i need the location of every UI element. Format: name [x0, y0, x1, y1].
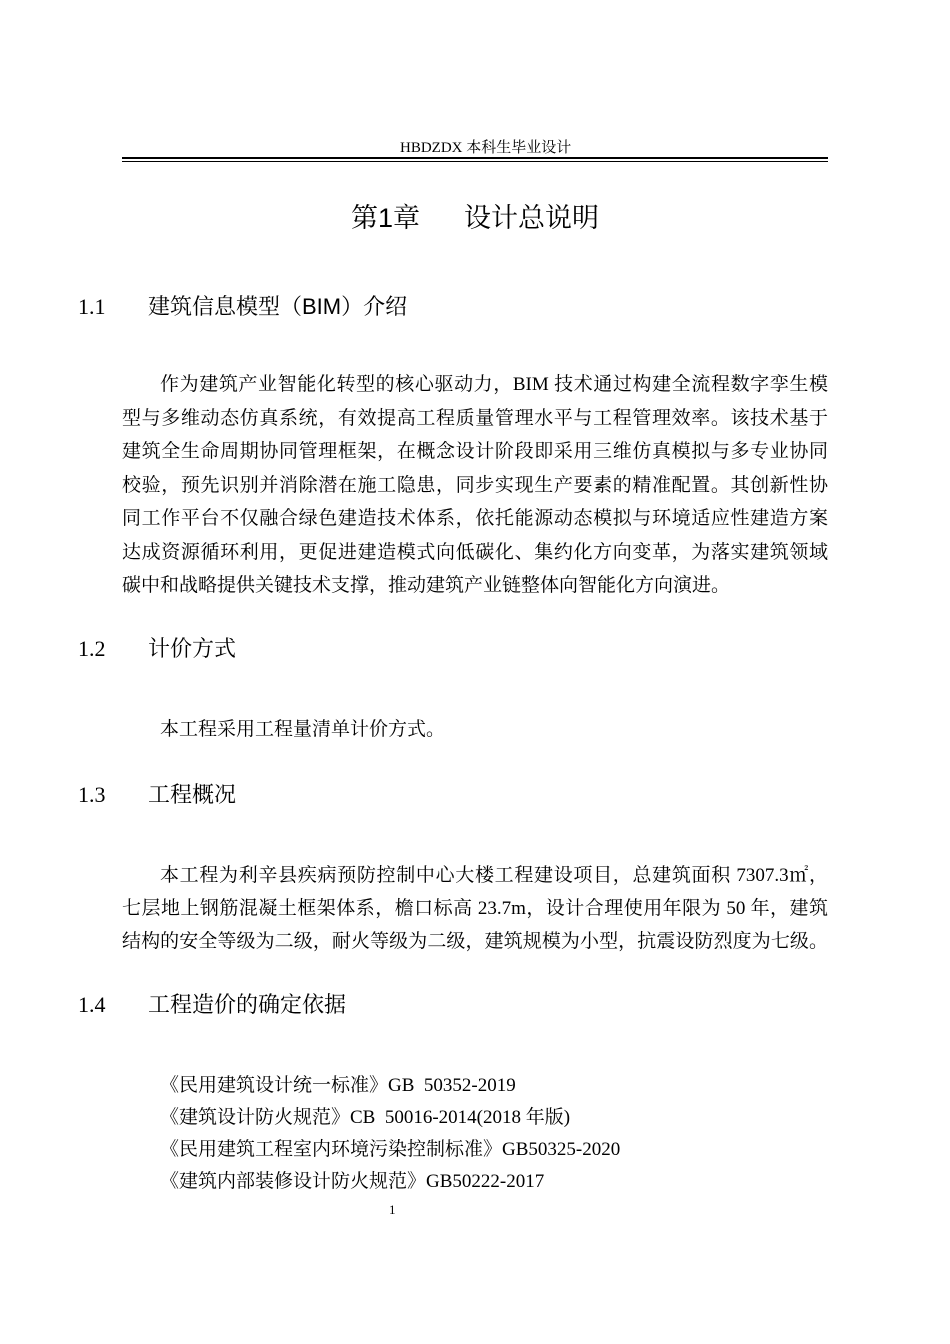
reference-item: 《建筑内部装修设计防火规范》GB50222-2017: [160, 1171, 545, 1192]
section-heading-1-2: [0, 634, 950, 664]
paragraph-line: 同工作平台不仅融合绿色建造技术体系，依托能源动态模拟与环境适应性建造方案: [122, 508, 828, 529]
paragraph-line: 型与多维动态仿真系统，有效提高工程质量管理水平与工程管理效率。该技术基于: [122, 407, 828, 429]
reference-item: 《民用建筑工程室内环境污染控制标准》GB50325-2020: [160, 1139, 621, 1160]
paragraph-line: 结构的安全等级为二级，耐火等级为二级，建筑规模为小型，抗震设防烈度为七级。: [122, 931, 828, 952]
section-1-3-paragraph: [122, 859, 828, 958]
chapter-name: 设计总说明: [464, 203, 600, 233]
chapter-number: 第1章: [350, 203, 421, 233]
reference-item: 《民用建筑设计统一标准》GB 50352-2019: [160, 1075, 516, 1096]
paragraph-line: 建筑全生命周期协同管理框架，在概念设计阶段即采用三维仿真模拟与多专业协同: [122, 441, 828, 462]
header-rule-thin: [122, 161, 828, 162]
section-number: 1.1: [78, 294, 106, 319]
paragraph-line: 作为建筑产业智能化转型的核心驱动力，BIM 技术通过构建全流程数字孪生模: [160, 374, 828, 395]
paragraph-line: 达成资源循环利用，更促进建造模式向低碳化、集约化方向变革，为落实建筑领域: [122, 541, 828, 563]
page-number: 1: [389, 1202, 396, 1217]
section-heading-1-4: [0, 990, 950, 1020]
section-heading-1-1: [0, 292, 950, 322]
paragraph-line: 校验，预先识别并消除潜在施工隐患，同步实现生产要素的精准配置。其创新性协: [122, 474, 828, 496]
section-title: 工程概况: [148, 782, 237, 807]
paragraph-line: 碳中和战略提供关键技术支撑，推动建筑产业链整体向智能化方向演进。: [122, 575, 731, 596]
section-title: 建筑信息模型（BIM）介绍: [148, 294, 408, 319]
paragraph-line: 本工程为利辛县疾病预防控制中心大楼工程建设项目，总建筑面积 7307.3㎡，: [160, 865, 828, 886]
running-header: HBDZDX 本科生毕业设计: [400, 140, 572, 156]
section-title: 工程造价的确定依据: [148, 992, 347, 1017]
section-heading-1-3: [0, 780, 950, 810]
reference-item: 《建筑设计防火规范》CB 50016-2014(2018 年版): [160, 1107, 571, 1128]
chapter-title: [0, 200, 950, 236]
section-1-1-paragraph: [122, 368, 828, 603]
section-1-2-paragraph: [122, 713, 828, 746]
section-number: 1.4: [78, 992, 106, 1017]
section-title: 计价方式: [148, 636, 237, 661]
reference-list: [160, 1070, 828, 1198]
section-number: 1.2: [78, 636, 106, 661]
paragraph-line: 本工程采用工程量清单计价方式。: [160, 719, 446, 740]
section-number: 1.3: [78, 782, 106, 807]
header-rule-thick: [122, 157, 828, 159]
paragraph-line: 七层地上钢筋混凝土框架体系，檐口标高 23.7m，设计合理使用年限为 50 年，建筑: [122, 898, 828, 919]
